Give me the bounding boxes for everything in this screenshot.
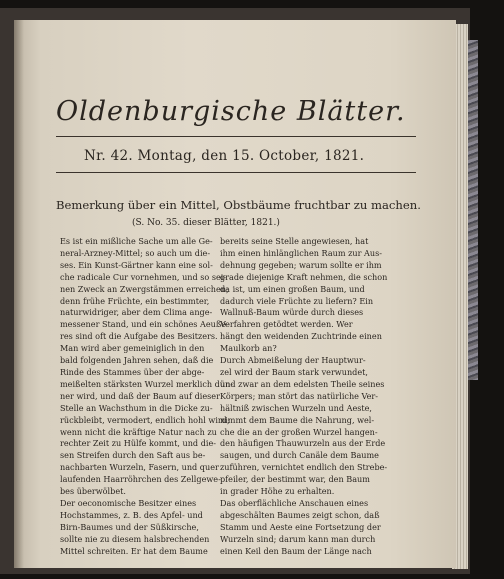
text-line: zel wird der Baum stark verwundet, <box>220 366 368 377</box>
text-line: hängt den weidenden Zuchtrinde einen <box>220 331 382 342</box>
rule-bottom <box>56 172 416 173</box>
text-line: rechter Zeit zu Hülfe kommt, und die- <box>60 438 216 449</box>
text-line: Verfahren getödtet werden. Wer <box>220 319 353 330</box>
text-line: bes überwölbet. <box>60 486 126 497</box>
text-line: laufenden Haarröhrchen des Zellgewe- <box>60 474 221 485</box>
text-line: abgeschälten Baumes zeigt schon, daß <box>220 509 380 520</box>
text-line: denn frühe Früchte, ein bestimmter, <box>60 295 210 306</box>
text-line: res sind oft die Aufgabe des Besitzers. <box>60 331 218 342</box>
text-line: wenn nicht die kräftige Natur nach zu <box>60 426 217 437</box>
text-line: naturwidriger, aber dem Clima ange- <box>60 307 213 318</box>
text-line: hältniß zwischen Wurzeln und Aeste, <box>220 402 372 413</box>
text-line: Körpers; man stört das natürliche Ver- <box>220 390 379 401</box>
text-line: sen Streifen durch den Saft aus be- <box>60 450 206 461</box>
text-line: ses. Ein Kunst-Gärtner kann eine sol- <box>60 259 213 270</box>
text-line: Es ist ein mißliche Sache um alle Ge- <box>60 236 213 246</box>
text-line: meißelten stärksten Wurzel merklich dün- <box>60 378 234 389</box>
issue-dateline: Nr. 42. Montag, den 15. October, 1821. <box>84 148 365 164</box>
text-line: Birn-Baumes und der Süßkirsche, <box>60 521 199 532</box>
text-line: Stamm und Aeste eine Fortsetzung der <box>220 521 381 532</box>
text-line: grade diejenige Kraft nehmen, die schon <box>220 271 388 282</box>
text-line: den häufigen Thauwurzeln aus der Erde <box>220 438 386 449</box>
rule-top <box>56 136 416 137</box>
text-line: rückbleibt, vermodert, endlich hohl wird; <box>60 414 230 425</box>
text-line: Man wird aber gemeiniglich in den <box>60 343 205 354</box>
text-line: neral-Arzney-Mittel; so auch um die- <box>60 247 211 258</box>
text-line: pfeiler, der bestimmt war, den Baum <box>220 474 370 485</box>
left-text-column <box>60 236 234 557</box>
text-line: sollte nie zu diesem halsbrechenden <box>60 533 210 544</box>
text-line: bereits seine Stelle angewiesen, hat <box>220 236 369 246</box>
text-line: che die an der großen Wurzel hangen- <box>220 426 378 437</box>
gutter-shadow <box>14 20 24 568</box>
text-line: nachbarten Wurzeln, Fasern, und quer <box>60 462 219 473</box>
text-line: dehnung gegeben; warum sollte er ihm <box>220 259 382 270</box>
text-line: Rinde des Stammes über der abge- <box>60 366 205 377</box>
text-line: Wallnuß-Baum würde durch dieses <box>220 307 364 318</box>
text-line: dadurch viele Früchte zu liefern? Ein <box>220 295 374 306</box>
text-line: messener Stand, und ein schönes Aeuße- <box>60 319 229 330</box>
text-line: che radicale Cur vornehmen, und so sei- <box>60 271 227 282</box>
article-reference: (S. No. 35. dieser Blätter, 1821.) <box>132 218 280 228</box>
book-page <box>14 20 456 568</box>
text-line: zuführen, vernichtet endlich den Strebe- <box>220 462 388 473</box>
text-line: in grader Höhe zu erhalten. <box>220 486 335 497</box>
text-line: Wurzeln sind; darum kann man durch <box>220 533 376 544</box>
text-line: saugen, und durch Canäle dem Baume <box>220 450 379 461</box>
text-line: Das oberflächliche Anschauen eines <box>220 497 369 508</box>
right-text-column <box>220 236 388 557</box>
text-line: einen Keil den Baum der Länge nach <box>220 545 372 556</box>
text-line: nen Zweck an Zwergstämmen erreichen; <box>60 283 229 294</box>
text-line: Stelle an Wachsthum in die Dicke zu- <box>60 402 213 413</box>
text-line: Durch Abmeißelung der Hauptwur- <box>220 355 366 366</box>
text-line: da ist, um einen großen Baum, und <box>220 283 365 294</box>
text-line: nimmt dem Baume die Nahrung, wel- <box>220 414 375 425</box>
text-line: Maulkorb an? <box>220 343 277 354</box>
text-line: Mittel schreiten. Er hat dem Baume <box>60 545 208 556</box>
text-line: Hochstammes, z. B. des Apfel- und <box>60 509 203 520</box>
text-line: ihm einen hinlänglichen Raum zur Aus- <box>220 247 382 258</box>
text-line: und zwar an dem edelsten Theile seines <box>220 378 385 389</box>
text-line: Der oeconomische Besitzer eines <box>60 497 197 508</box>
text-line: bald folgenden Jahren sehen, daß die <box>60 355 214 366</box>
article-headline: Bemerkung über ein Mittel, Obstbäume fruchtbar zu machen. <box>56 198 421 212</box>
masthead-title: Oldenburgische Blätter. <box>56 96 406 127</box>
text-line: ner wird, und daß der Baum auf dieser <box>60 390 220 401</box>
